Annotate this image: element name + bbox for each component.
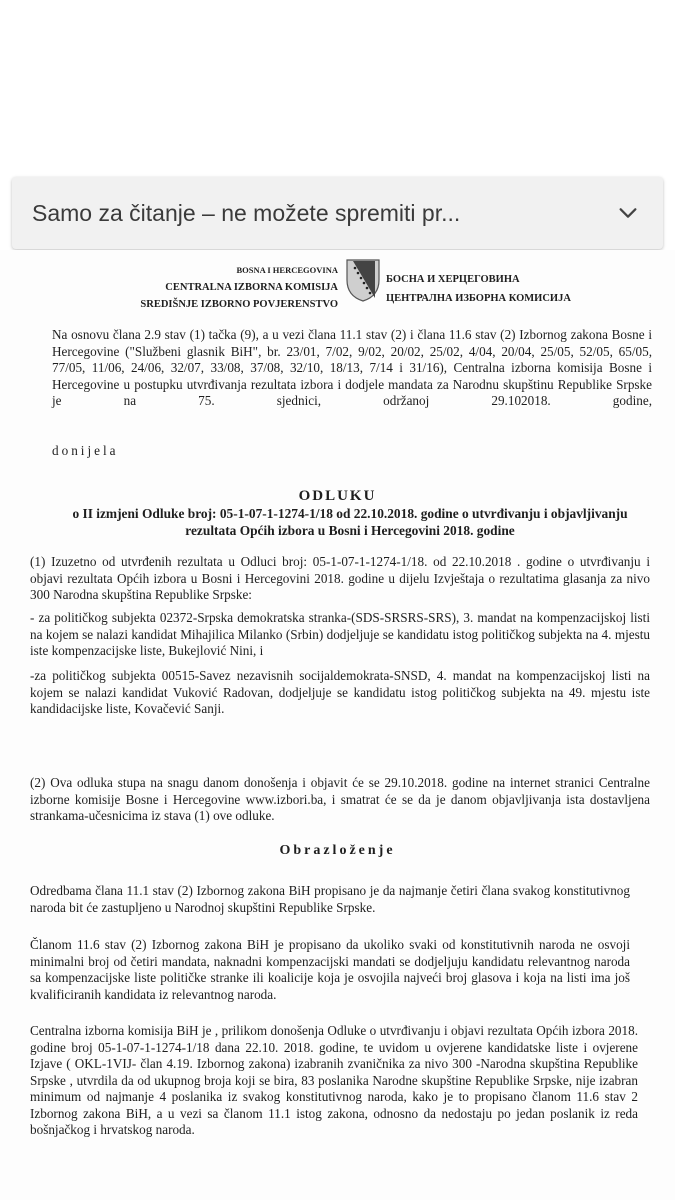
letterhead — [0, 258, 675, 320]
decision-subtitle: o II izmjeni Odluke broj: 05-1-07-1-1274-1/18 od 22.10.2018. godine o utvrđivanju i objavljivanju rezultata Općih izbora u Bosni i Hercegovini 2018. godine — [72, 506, 628, 538]
letterhead-latin — [118, 262, 338, 313]
decision-item-1: (1) Izuzetno od utvrđenih rezultata u Odluci broj: 05-1-07-1-1274-1/18. od 22.10.2018 . godine o utvrđivanju i objavi rezultata Općih izbora u Bosni i Hercegovini 2018. godine u dijelu Izvještaja o rezultatima glasanja za nivo 300 Narodna skupština Republike Srpske: — [30, 554, 650, 602]
reasoning-paragraph-3: Centralna izborna komisija BiH je , prilikom donošenja Odluke o utvrđivanju i objavi rezultata Općih izbora 2018. godine broj 05-1-07-1-1274-1/18 dana 22.10. 2018. godine, te uvidom u ovjerene kandidatske liste i ovjerene Izjave ( OKL-1VIJ- član 4.19. Izbornog zakona) izabranih zvaničnika za nivo 300 -Narodna skupština Republike Srpske , utvrdila da od ukupnog broja koji se bira, 83 poslanika Narodne skupštine Republike Srpske, nije izabran minimum od najmanje 4 poslanika iz svakog konstitutivnog naroda, kako je to propisano članom 11.6 stav 2 Izbornog zakona BiH, a u vezi sa članom 11.1 istog zakona, odnosno da nedostaju po jedan poslanik iz reda bošnjačkog i hrvatskog naroda. — [30, 1023, 638, 1137]
reasoning-paragraph-2: Članom 11.6 stav (2) Izbornog zakona BiH je propisano da ukoliko svaki od konstitutivnih naroda ne osvoji minimalni broj od četiri mandata, naknadni kompenzacijski mandati se dodjeljuju kandidatu relevantnog naroda sa kompenzacijske liste političke stranke ili koalicije koja je osvojila najveći broj glasova i koja na listi ima još kvalificiranih kandidata iz relevantnog naroda. — [30, 937, 630, 1002]
readonly-notification-bar[interactable] — [12, 177, 663, 249]
blank-top-area — [0, 0, 675, 175]
decision-subitem-sds: - za političkog subjekta 02372-Srpska demokratska stranka-(SDS-SRSRS-SRS), 3. mandat na kompenzacijskoj listi na kojem se nalazi kandidat Mihajilica Milanko (Srbin) dodjeljuje se kandidatu istog političkog subjekta na 4. mjestu iste kompenzacijske liste, Bukejlović Nini, i — [30, 610, 650, 658]
readonly-notification-text: Samo za čitanje – ne možete spremiti pr... — [32, 199, 461, 226]
preamble-paragraph: Na osnovu člana 2.9 stav (1) tačka (9), a u vezi člana 11.1 stav (2) i člana 11.6 stav (2) Izbornog zakona Bosne i Hercegovine ("Službeni glasnik BiH", br. 23/01, 7/02, 9/02, 20/02, 25/02, 4/04, 20/04, 25/05, 52/05, 65/05, 77/05, 11/06, 24/06, 32/07, 33/08, 37/08, 32/10, 18/13, 7/14 i 31/16), Centralna izborna komisija Bosne i Hercegovine u postupku utvrđivanja rezultata izbora i dodjele mandata za Narodnu skupštinu Republike Srpske je na 75. sjednici, održanoj 29.102018. godine, — [52, 327, 652, 408]
letterhead-commission-croatian: SREDIŠNJE IZBORNO POVJERENSTVO — [140, 299, 338, 310]
decision-subitem-snsd: -za političkog subjekta 00515-Savez nezavisnih socijaldemokrata-SNSD, 4. mandat na kompenzacijskoj listi na kojem se nalazi kandidat Vuković Radovan, dodjeljuje se kandidatu istog političkog subjekta na 49. mjestu iste kandidacijske liste, Kovačević Sanji. — [30, 668, 650, 716]
reasoning-title: Obrazloženje — [279, 843, 396, 858]
decision-title: ODLUKU — [298, 488, 377, 504]
letterhead-country: BOSNA I HERCEGOVINA — [236, 265, 338, 275]
letterhead-commission: CENTRALNA IZBORNA KOMISIJA — [165, 282, 338, 293]
document-page — [0, 250, 675, 1200]
letterhead-commission-cyrillic: ЦЕНТРАЛНА ИЗБОРНА КОМИСИЈА — [386, 293, 571, 304]
letterhead-cyrillic — [386, 270, 596, 308]
letterhead-country-cyrillic: БОСНА И ХЕРЦЕГОВИНА — [386, 274, 520, 285]
coat-of-arms-icon — [345, 258, 381, 302]
chevron-down-icon[interactable] — [615, 200, 641, 226]
decision-verb: donijela — [52, 443, 119, 458]
reasoning-paragraph-1: Odredbama člana 11.1 stav (2) Izbornog zakona BiH propisano je da najmanje četiri člana svakog konstitutivnog naroda bit će zastupljeno u Narodnoj skupštini Republike Srpske. — [30, 883, 630, 915]
decision-item-2: (2) Ova odluka stupa na snagu danom donošenja i objavit će se 29.10.2018. godine na internet stranici Centralne izborne komisije Bosne i Hercegovine www.izbori.ba, i smatrat će se da je danom objavljivanja ista dostavljena strankama-učesnicima iz stava (1) ove odluke. — [30, 775, 650, 823]
